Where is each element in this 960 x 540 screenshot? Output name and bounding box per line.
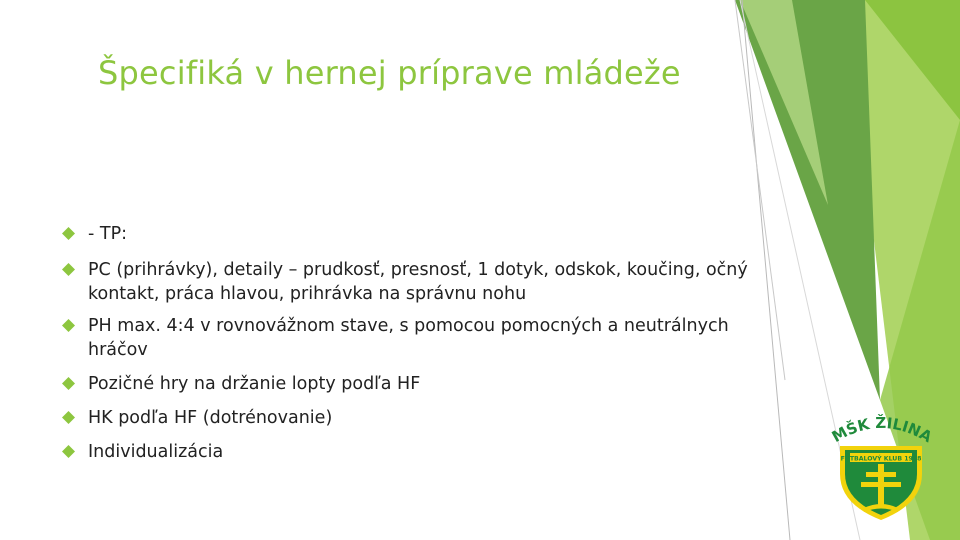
club-logo-subtitle: FUTBALOVÝ KLUB 1908 (840, 455, 922, 463)
club-logo (826, 412, 936, 524)
bullet-text: HK podľa HF (dotrénovanie) (88, 408, 333, 428)
slide-title: Špecifiká v hernej príprave mládeže (98, 54, 681, 92)
club-logo-name: MŠK ŽILINA (828, 413, 936, 447)
bullet-text: - TP: (88, 224, 128, 244)
diamond-bullet-icon (62, 411, 75, 424)
diamond-bullet-icon (62, 227, 75, 240)
bullet-text: PH max. 4:4 v rovnovážnom stave, s pomocou pomocných a neutrálnych hráčov (88, 316, 729, 360)
bullet-text: Pozičné hry na držanie lopty podľa HF (88, 374, 421, 394)
diamond-bullet-icon (62, 319, 75, 332)
bullet-text: PC (prihrávky), detaily – prudkosť, presnosť, 1 dotyk, odskok, koučing, očný kontakt, práca hlavou, prihrávka na správnu nohu (88, 260, 748, 304)
bullet-text: Individualizácia (88, 442, 224, 462)
diamond-bullet-icon (62, 445, 75, 458)
diamond-bullet-icon (62, 377, 75, 390)
diamond-bullet-icon (62, 263, 75, 276)
